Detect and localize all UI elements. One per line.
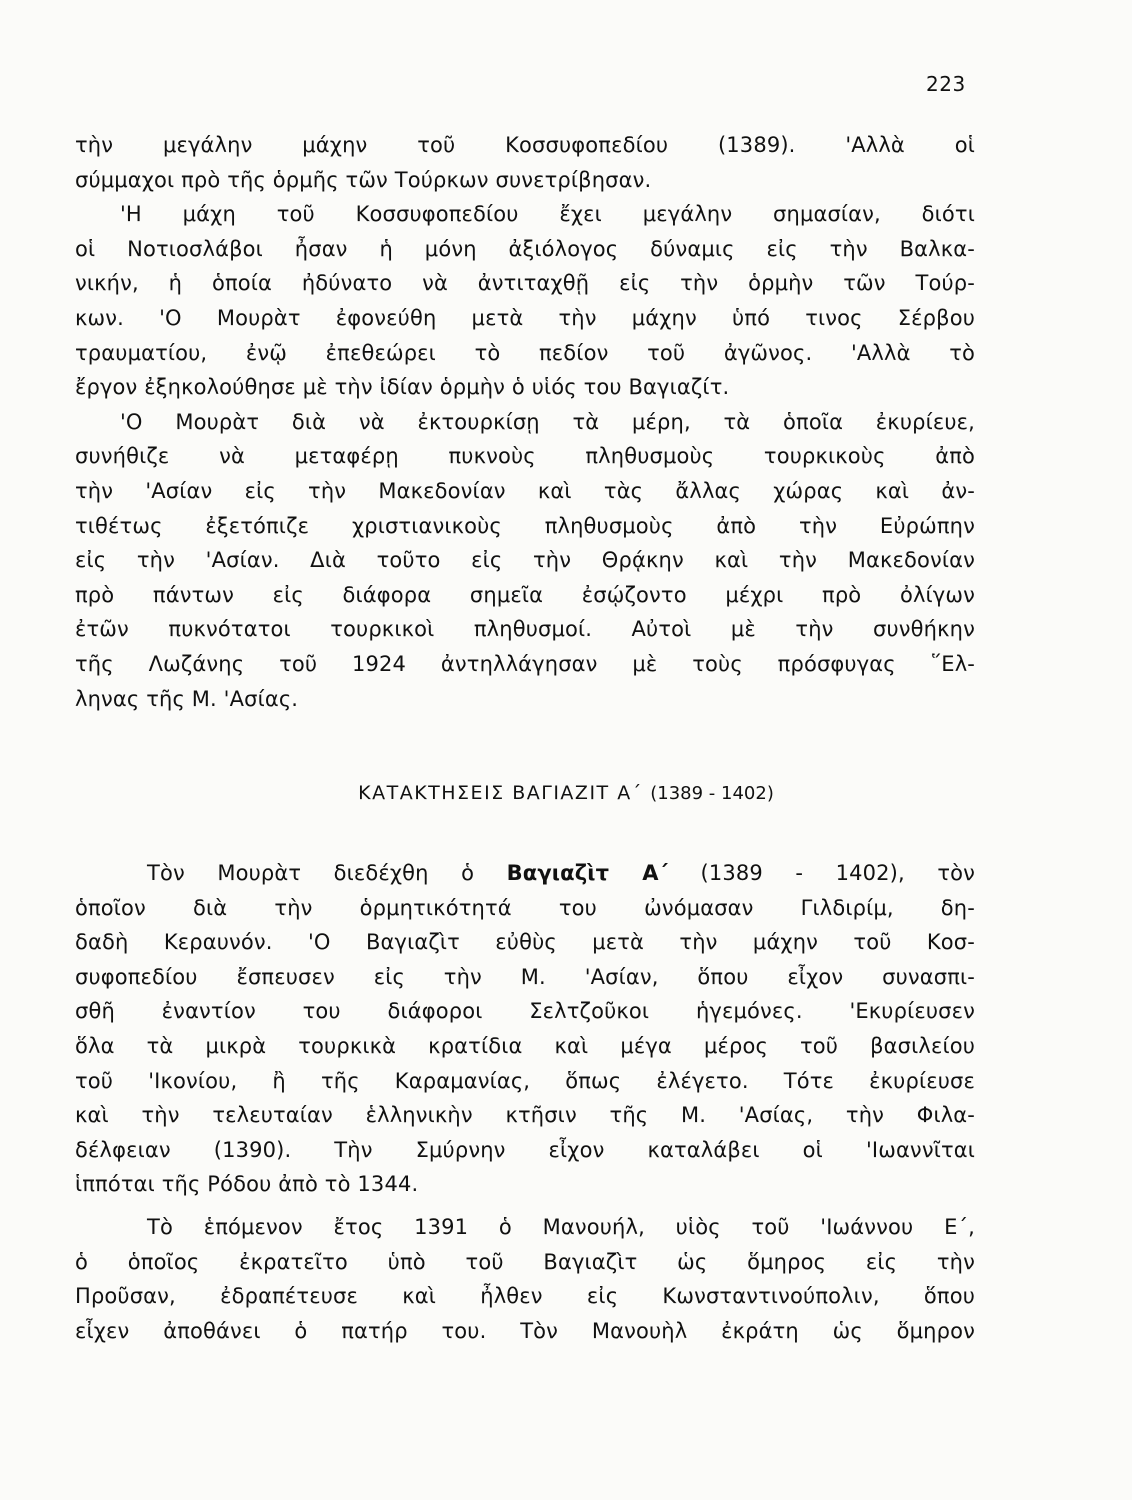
text-line: δαδὴ Κεραυνόν. 'Ο Βαγιαζὶτ εὐθὺς μετὰ τὴν μάχην τοῦ Κοσ- xyxy=(75,930,975,955)
text-line: Τὸ ἑπόμενον ἔτος 1391 ὁ Μανουήλ, υἱὸς τοῦ 'Ιωάννου Ε΄, xyxy=(147,1215,975,1239)
text-line: ἱππόται τῆς Ρόδου ἀπὸ τὸ 1344. xyxy=(75,1172,419,1197)
text-line: ὅλα τὰ μικρὰ τουρκικὰ κρατίδια καὶ μέγα μέρος τοῦ βασιλείου xyxy=(75,1033,975,1058)
text-segment: Τὸν Μουρὰτ διεδέχθη ὁ xyxy=(147,861,507,885)
text-line: καὶ τὴν τελευταίαν ἑλληνικὴν κτῆσιν τῆς Μ. 'Ασίας, τὴν Φιλα- xyxy=(75,1103,975,1128)
emphasized-name: Βαγιαζὶτ Α΄ xyxy=(506,861,669,885)
text-line: σύμμαχοι πρὸ τῆς ὁρμῆς τῶν Τούρκων συνετρίβησαν. xyxy=(75,167,652,192)
text-line: ἔργον ἐξηκολούθησε μὲ τὴν ἰδίαν ὁρμὴν ὁ υἱός του Βαγιαζίτ. xyxy=(75,375,730,400)
text-line: τὴν μεγάλην μάχην τοῦ Κοσσυφοπεδίου (1389). 'Αλλὰ οἱ xyxy=(75,133,975,157)
section-heading-title: ΚΑΤΑΚΤΗΣΕΙΣ ΒΑΓΙΑΖΙΤ Α΄ xyxy=(358,782,643,804)
text-line: εἰς τὴν 'Ασίαν. Διὰ τοῦτο εἰς τὴν Θρᾴκην καὶ τὴν Μακεδονίαν xyxy=(75,548,975,573)
text-line: ὁ ὁποῖος ἐκρατεῖτο ὑπὸ τοῦ Βαγιαζὶτ ὡς ὅμηρος εἰς τὴν xyxy=(75,1249,975,1274)
text-line: οἱ Νοτιοσλάβοι ἦσαν ἡ μόνη ἀξιόλογος δύναμις εἰς τὴν Βαλκα- xyxy=(75,236,975,261)
section-heading-years: (1389 - 1402) xyxy=(650,783,774,804)
text-line: νικήν, ἡ ὁποία ἠδύνατο νὰ ἀντιταχθῇ εἰς τὴν ὁρμὴν τῶν Τούρ- xyxy=(75,271,975,296)
text-line: τραυματίου, ἐνῷ ἐπεθεώρει τὸ πεδίον τοῦ ἀγῶνος. 'Αλλὰ τὸ xyxy=(75,340,975,365)
section-heading xyxy=(0,782,1132,804)
text-line: κων. 'Ο Μουρὰτ ἐφονεύθη μετὰ τὴν μάχην ὑπό τινος Σέρβου xyxy=(75,305,975,330)
paragraph-block-3 xyxy=(75,1210,975,1348)
text-line: εἶχεν ἀποθάνει ὁ πατήρ του. Τὸν Μανουὴλ ἐκράτη ὡς ὅμηρον xyxy=(75,1318,975,1343)
text-line: συνήθιζε νὰ μεταφέρῃ πυκνοὺς πληθυσμοὺς τουρκικοὺς ἀπὸ xyxy=(75,444,975,469)
text-line: Προῦσαν, ἐδραπέτευσε καὶ ἦλθεν εἰς Κωνσταντινούπολιν, ὅπου xyxy=(75,1284,975,1309)
paragraph-block-1 xyxy=(75,128,975,716)
text-line: ὁποῖον διὰ τὴν ὁρμητικότητά του ὠνόμασαν Γιλδιρίμ, δη- xyxy=(75,895,975,920)
text-line: δέλφειαν (1390). Τὴν Σμύρνην εἶχον καταλάβει οἱ 'Ιωαννῖται xyxy=(75,1137,975,1162)
text-line: σθῆ ἐναντίον του διάφοροι Σελτζοῦκοι ἡγεμόνες. 'Εκυρίευσεν xyxy=(75,999,975,1024)
text-line: συφοπεδίου ἔσπευσεν εἰς τὴν Μ. 'Ασίαν, ὅπου εἶχον συνασπι- xyxy=(75,964,975,989)
page-number: 223 xyxy=(926,72,966,96)
paragraph-block-2 xyxy=(75,856,975,1202)
text-line: τῆς Λωζάνης τοῦ 1924 ἀντηλλάγησαν μὲ τοὺς πρόσφυγας ῞Ελ- xyxy=(75,651,975,676)
text-line: τοῦ 'Ικονίου, ἢ τῆς Καραμανίας, ὅπως ἐλέγετο. Τότε ἐκυρίευσε xyxy=(75,1068,975,1093)
text-line: πρὸ πάντων εἰς διάφορα σημεῖα ἐσῴζοντο μέχρι πρὸ ὀλίγων xyxy=(75,582,975,607)
text-segment: (1389 - 1402), τὸν xyxy=(668,861,975,885)
text-line: ληνας τῆς Μ. 'Ασίας. xyxy=(75,686,299,711)
text-line: 'Ο Μουρὰτ διὰ νὰ ἐκτουρκίσῃ τὰ μέρη, τὰ ὁποῖα ἐκυρίευε, xyxy=(120,409,975,434)
text-line: τιθέτως ἐξετόπιζε χριστιανικοὺς πληθυσμοὺς ἀπὸ τὴν Εὐρώπην xyxy=(75,513,975,538)
text-line: 'Η μάχη τοῦ Κοσσυφοπεδίου ἔχει μεγάλην σημασίαν, διότι xyxy=(120,202,975,227)
text-line: τὴν 'Ασίαν εἰς τὴν Μακεδονίαν καὶ τὰς ἄλλας χώρας καὶ ἀν- xyxy=(75,478,975,503)
text-line: ἐτῶν πυκνότατοι τουρκικοὶ πληθυσμοί. Αὐτοὶ μὲ τὴν συνθήκην xyxy=(75,617,975,642)
text-line xyxy=(75,856,975,891)
